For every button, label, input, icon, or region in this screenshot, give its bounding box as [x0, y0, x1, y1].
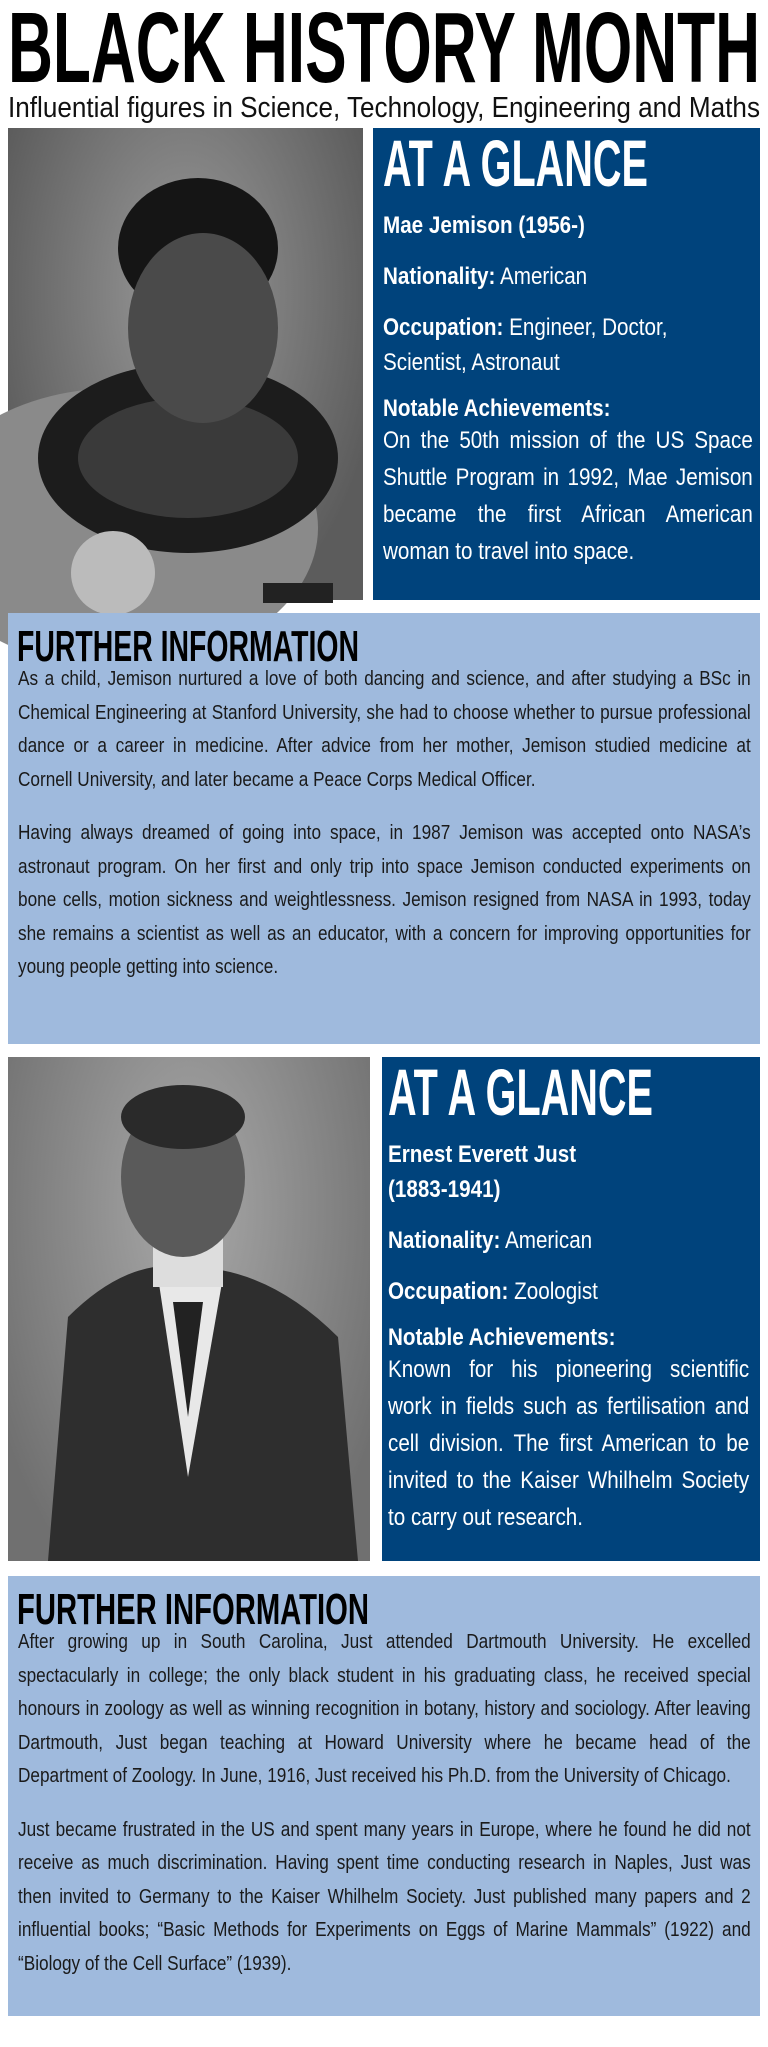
further-information-panel-2 — [8, 1576, 760, 2016]
glance-heading: AT A GLANCE — [383, 126, 648, 200]
further-paragraph: As a child, Jemison nurtured a love of both dancing and science, and after studying a BSc in Chemical Engineering at Stanford University, she had to choose whether to pursue professional dance or a career in medicine. After advice from her mother, Jemison studied medicine at Cornell University, and later became a Peace Corps Medical Officer. — [18, 668, 751, 791]
occupation-label: Occupation: — [383, 314, 504, 341]
achievements-text: Known for his pioneering scientific work in fields such as fertilisation and cell division. The first American to be invited to the Kaiser Whilhelm Society to carry out research. — [388, 1356, 750, 1531]
achievements-label: Notable Achievements: — [388, 1324, 616, 1351]
occupation-label: Occupation: — [388, 1278, 509, 1305]
nationality-label: Nationality: — [388, 1227, 501, 1254]
header — [0, 0, 768, 125]
further-paragraph: Having always dreamed of going into space, in 1987 Jemison was accepted onto NASA’s astronaut program. On her first and only trip into space Jemison conducted experiments on bone cells, motion sickness and weightlessness. Jemison resigned from NASA in 1993, today she remains a scientist as well as an educator, with a concern for improving opportunities for young people getting into science. — [18, 822, 751, 978]
person-name: Ernest Everett Just (1883-1941) — [388, 1141, 577, 1203]
ernest-just-photo — [8, 1057, 370, 1561]
at-a-glance-panel-1 — [373, 128, 760, 600]
further-paragraph: Just became frustrated in the US and spent many years in Europe, where he found he did not receive as much discrimination. Having spent time conducting research in Naples, Just was then invited to Germany to the Kaiser Whilhelm Society. Just published many papers and 2 influential books; “Basic Methods for Experiments on Eggs of Marine Mammals” (1922) and “Biology of the Cell Surface” (1939). — [18, 1818, 751, 1975]
mae-jemison-photo — [8, 128, 363, 600]
nationality-value: American — [499, 263, 588, 290]
further-information-panel-1 — [8, 613, 760, 1044]
glance-heading: AT A GLANCE — [388, 1055, 653, 1129]
further-heading: FURTHER INFORMATION — [17, 1585, 369, 1634]
further-paragraph: After growing up in South Carolina, Just attended Dartmouth University. He excelled spectacularly in college; the only black student in his graduating class, he received special honours in zoology as well as winning recognition in botany, history and sociology. After leaving Dartmouth, Just began teaching at Howard University where he became head of the Department of Zoology. In June, 1916, Just received his Ph.D. from the University of Chicago. — [18, 1631, 751, 1787]
person-name: Mae Jemison (1956-) — [383, 212, 585, 239]
occupation-value: Zoologist — [514, 1278, 598, 1305]
achievements-text: On the 50th mission of the US Space Shuttle Program in 1992, Mae Jemison became the first African American woman to travel into space. — [383, 427, 753, 565]
nationality-value: American — [504, 1227, 593, 1254]
further-heading: FURTHER INFORMATION — [17, 622, 359, 671]
nationality-label: Nationality: — [383, 263, 496, 290]
occupation-value: Engineer, Doctor, Scientist, Astronaut — [383, 314, 668, 376]
page-subtitle: Influential figures in Science, Technology, Engineering and Maths — [8, 92, 760, 124]
at-a-glance-panel-2 — [382, 1057, 760, 1561]
achievements-label: Notable Achievements: — [383, 395, 611, 422]
page-title: BLACK HISTORY MONTH — [8, 0, 760, 104]
